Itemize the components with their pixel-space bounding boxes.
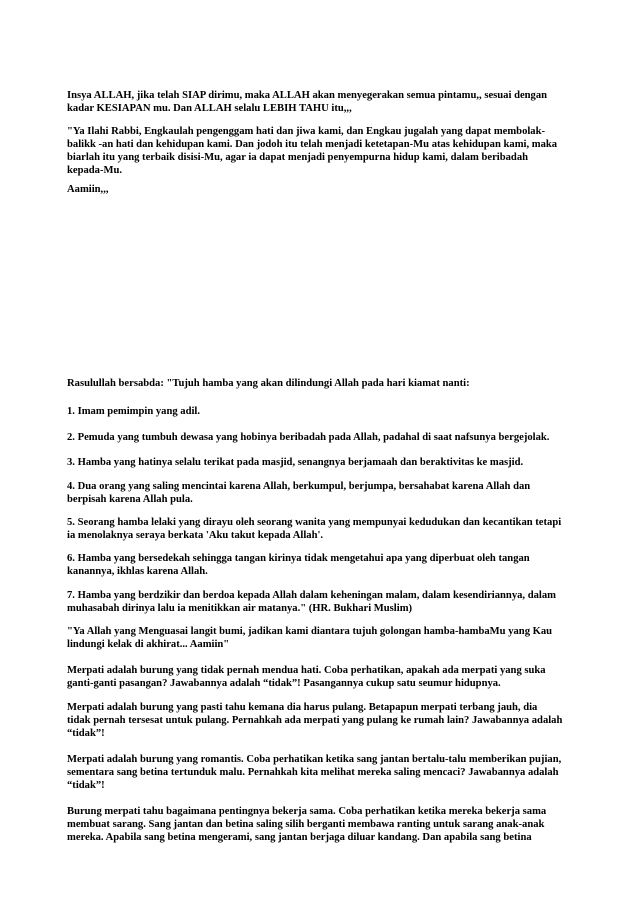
paragraph-closing-prayer [67,625,577,651]
list-item-3 [67,456,577,469]
text-line: Burung merpati tahu bagaimana pentingnya bekerja sama. Coba perhatikan ketika mereka bekerja sama [67,806,547,817]
text-line: "Ya Ilahi Rabbi, Engkaulah pengenggam hati dan jiwa kami, dan Engkau jugalah yang dapat membolak- [67,126,546,137]
list-item-4 [67,480,577,506]
paragraph-hadith-intro [67,377,577,390]
text-line: sementara sang betina tertunduk malu. Pernahkah kita melihat mereka saling mencaci? Jawabannya adalah [67,767,559,778]
text-line: kanannya, ikhlas karena Allah. [67,566,208,577]
text-line: mereka. Apabila sang betina mengerami, sang jantan berjaga diluar kandang. Dan apabila sang betina [67,832,532,843]
text-line: lindungi kelak di akhirat... Aamiin" [67,639,230,650]
text-line: tidak pernah tersesat untuk pulang. Pernahkah ada merpati yang pulang ke rumah lain? Jawabannya adalah [67,715,563,726]
text-line: biarlah itu yang terbaik disisi-Mu, agar ia dapat menjadi penyempurna hidup kami, dalam beribadah [67,152,529,163]
text-line: Rasulullah bersabda: "Tujuh hamba yang akan dilindungi Allah pada hari kiamat nanti: [67,378,470,389]
text-line: 1. Imam pemimpin yang adil. [67,406,201,417]
text-line: kadar KESIAPAN mu. Dan ALLAH selalu LEBIH TAHU itu,,, [67,103,352,114]
text-line: kepada-Mu. [67,165,123,176]
text-line: ia menolaknya seraya berkata 'Aku takut kepada Allah'. [67,530,324,541]
text-line: "Ya Allah yang Menguasai langit bumi, jadikan kami diantara tujuh golongan hamba-hambaMu yang Kau [67,626,553,637]
list-item-6 [67,552,577,578]
text-line: berpisah karena Allah pula. [67,494,193,505]
paragraph-merpati-2 [67,701,577,740]
text-line: 2. Pemuda yang tumbuh dewasa yang hobinya beribadah pada Allah, padahal di saat nafsunya bergejolak. [67,432,550,443]
paragraph-merpati-4 [67,805,577,844]
text-line: 6. Hamba yang bersedekah sehingga tangan kirinya tidak mengetahui apa yang diperbuat oleh tangan [67,553,530,564]
text-line: Aamiin,,, [67,184,109,195]
paragraph-merpati-1 [67,664,577,690]
text-line: Merpati adalah burung yang tidak pernah mendua hati. Coba perhatikan, apakah ada merpati yang suka [67,665,546,676]
paragraph-aamiin [67,183,577,196]
text-line: 5. Seorang hamba lelaki yang dirayu oleh seorang wanita yang mempunyai kedudukan dan kecantikan tetapi [67,517,562,528]
list-item-7 [67,589,577,615]
paragraph-merpati-3 [67,753,577,792]
list-item-2 [67,431,577,444]
text-line: muhasabah dirinya lalu ia menitikkan air matanya." (HR. Bukhari Muslim) [67,603,413,614]
text-line: “tidak”! [67,728,105,739]
text-line: Merpati adalah burung yang pasti tahu kemana dia harus pulang. Betapapun merpati terbang jauh, dia [67,702,538,713]
text-line: 4. Dua orang yang saling mencintai karena Allah, berkumpul, berjumpa, bersahabat karena Allah dan [67,481,531,492]
text-line: Merpati adalah burung yang romantis. Coba perhatikan ketika sang jantan bertalu-talu memberikan pujian, [67,754,562,765]
text-line: Insya ALLAH, jika telah SIAP dirimu, maka ALLAH akan menyegerakan semua pintamu,, sesuai dengan [67,90,548,101]
text-line: membuat sarang. Sang jantan dan betina saling silih berganti membawa ranting untuk sarang anak-anak [67,819,545,830]
text-line: 7. Hamba yang berdzikir dan berdoa kepada Allah dalam keheningan malam, dalam kesendiriannya, dalam [67,590,556,601]
text-line: 3. Hamba yang hatinya selalu terikat pada masjid, senangnya berjamaah dan beraktivitas ke masjid. [67,457,524,468]
paragraph-prayer [67,125,577,177]
text-line: ganti-ganti pasangan? Jawabannya adalah “tidak”! Pasangannya cukup satu seumur hidupnya. [67,678,501,689]
paragraph-intro [67,89,577,115]
list-item-5 [67,516,577,542]
list-item-1 [67,405,577,418]
text-line: “tidak”! [67,780,105,791]
text-line: balikk -an hati dan kehidupan kami. Dan jodoh itu telah menjadi ketetapan-Mu atas kehidupan kami, maka [67,139,558,150]
